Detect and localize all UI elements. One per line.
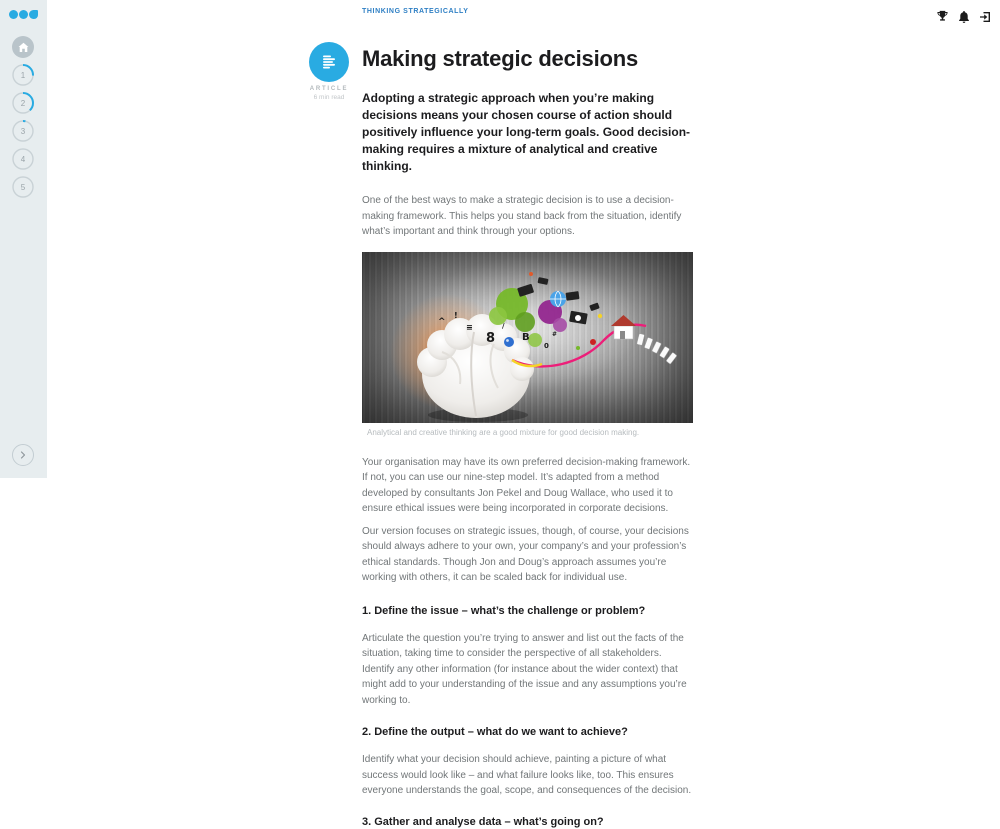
logo-dot-icon	[19, 10, 28, 19]
bell-icon[interactable]	[956, 9, 971, 24]
svg-text:#: #	[552, 330, 558, 338]
svg-text:0: 0	[544, 341, 549, 350]
svg-text:/: /	[502, 321, 505, 330]
home-button[interactable]	[12, 36, 34, 58]
chevron-right-icon	[19, 451, 27, 459]
section-body-1: Articulate the question you’re trying to answer and list out the facts of the situation, taking time to consider the perspective of all stakeholders. Identify any other information (for instance about the wider context) that might add to your understanding of the issue and any assumptions you’re working to.	[362, 632, 687, 706]
logo-dot-icon	[9, 10, 18, 19]
brain-creativity-illustration	[362, 252, 693, 423]
article-content	[362, 40, 693, 829]
svg-text:8: 8	[486, 330, 496, 346]
step-number: 5	[20, 182, 26, 192]
svg-text:!: !	[454, 310, 458, 320]
section-body-2: Identify what your decision should achieve, painting a picture of what success would look like – and what failure looks like, too. This ensures everyone understands the goal, scope, and consequences of the decision.	[362, 754, 692, 796]
svg-text:B: B	[522, 331, 530, 343]
article-meta	[305, 42, 353, 101]
app-logo[interactable]	[9, 10, 38, 19]
sidebar-step-3[interactable]	[12, 120, 34, 142]
sidebar-step-1[interactable]	[12, 64, 34, 86]
step-number: 2	[20, 98, 26, 108]
step-number: 4	[20, 154, 26, 164]
article-paragraph: Your organisation may have its own preferred decision-making framework. If not, you can use our nine-step model. It’s adapted from a method developed by consultants Jon Pekel and Doug Wallace, who used it to ensure ethical issues were being incorporated in corporate decisions.	[362, 456, 691, 514]
article-intro: Adopting a strategic approach when you’re making decisions means your chosen course of action should positively influence your long-term goals. Good decision-making requires a mixture of analytical and creative thinking.	[362, 91, 691, 173]
next-step-button[interactable]	[12, 444, 34, 466]
home-icon	[18, 42, 29, 53]
article-paragraph: One of the best ways to make a strategic decision is to use a decision-making framework. This helps you stand back from the situation, identify what’s important and think through your options.	[362, 195, 682, 237]
sidebar	[0, 0, 47, 478]
topbar-actions	[935, 9, 992, 24]
sign-out-icon[interactable]	[977, 9, 992, 24]
logo-dot-icon	[29, 10, 38, 19]
read-time: 6 min read	[313, 94, 345, 101]
svg-text:≡: ≡	[466, 322, 473, 332]
sidebar-step-2[interactable]	[12, 92, 34, 114]
article-paragraph: Our version focuses on strategic issues, though, of course, your decisions should always adhere to your own, your company’s and your profession’s ethical standards. Though Jon and Doug’s approach assumes you’re working with others, it can be scaled back for individual use.	[362, 525, 689, 583]
article-image	[362, 252, 693, 423]
sidebar-step-5[interactable]	[12, 176, 34, 198]
svg-text:^: ^	[438, 316, 446, 327]
section-heading-2: 2. Define the output – what do we want to achieve?	[362, 726, 628, 738]
article-icon	[309, 42, 349, 82]
section-heading-1: 1. Define the issue – what’s the challenge or problem?	[362, 604, 646, 617]
step-number: 3	[20, 126, 26, 136]
page-title: Making strategic decisions	[362, 46, 638, 71]
sidebar-step-4[interactable]	[12, 148, 34, 170]
article-type-label: ARTICLE	[309, 86, 349, 92]
section-heading-3: 3. Gather and analyse data – what’s going on?	[362, 815, 604, 828]
image-caption: Analytical and creative thinking are a good mixture for good decision making.	[367, 427, 640, 437]
step-number: 1	[20, 70, 26, 80]
trophy-icon[interactable]	[935, 9, 950, 24]
course-title: THINKING STRATEGICALLY	[362, 8, 469, 15]
